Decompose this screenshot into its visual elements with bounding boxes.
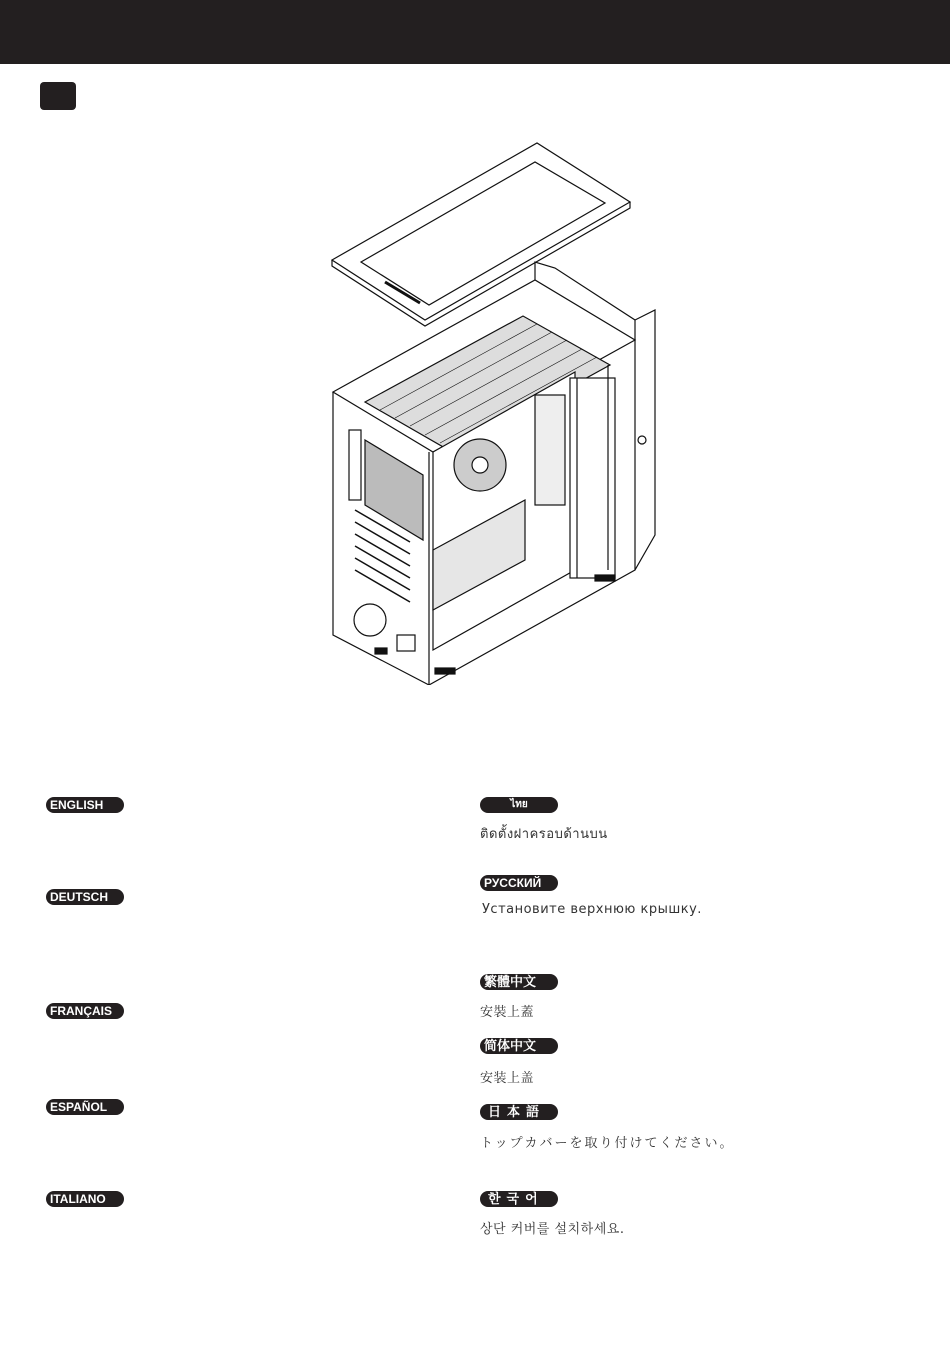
lang-pill-francais: FRANÇAIS: [46, 1003, 124, 1019]
top-cover-panel: [332, 143, 630, 326]
instruction-russian: Установите верхнюю крышку.: [482, 902, 702, 917]
lang-pill-thai: ไทย: [480, 797, 558, 813]
case-body: [333, 262, 655, 685]
instruction-traditional-chinese: 安裝上蓋: [480, 1005, 535, 1020]
lang-pill-traditional-chinese: 繁體中文: [480, 974, 558, 990]
header-bar: [0, 0, 950, 64]
instruction-japanese: トップカバーを取り付けてください。: [480, 1136, 735, 1151]
lang-pill-korean: 한국어: [480, 1191, 558, 1207]
lang-pill-japanese: 日本語: [480, 1104, 558, 1120]
instruction-thai: ติดตั้งฝาครอบด้านบน: [480, 827, 608, 842]
lang-pill-deutsch: DEUTSCH: [46, 889, 124, 905]
instruction-korean: 상단 커버를 설치하세요.: [480, 1222, 625, 1237]
instruction-simplified-chinese: 安装上盖: [480, 1071, 535, 1086]
lang-pill-italiano: ITALIANO: [46, 1191, 124, 1207]
step-number-badge: [40, 82, 76, 110]
case-top-cover-illustration: [325, 140, 665, 685]
lang-pill-simplified-chinese: 简体中文: [480, 1038, 558, 1054]
lang-pill-espanol: ESPAÑOL: [46, 1099, 124, 1115]
lang-pill-russian: РУССКИЙ: [480, 875, 558, 891]
lang-pill-english: ENGLISH: [46, 797, 124, 813]
